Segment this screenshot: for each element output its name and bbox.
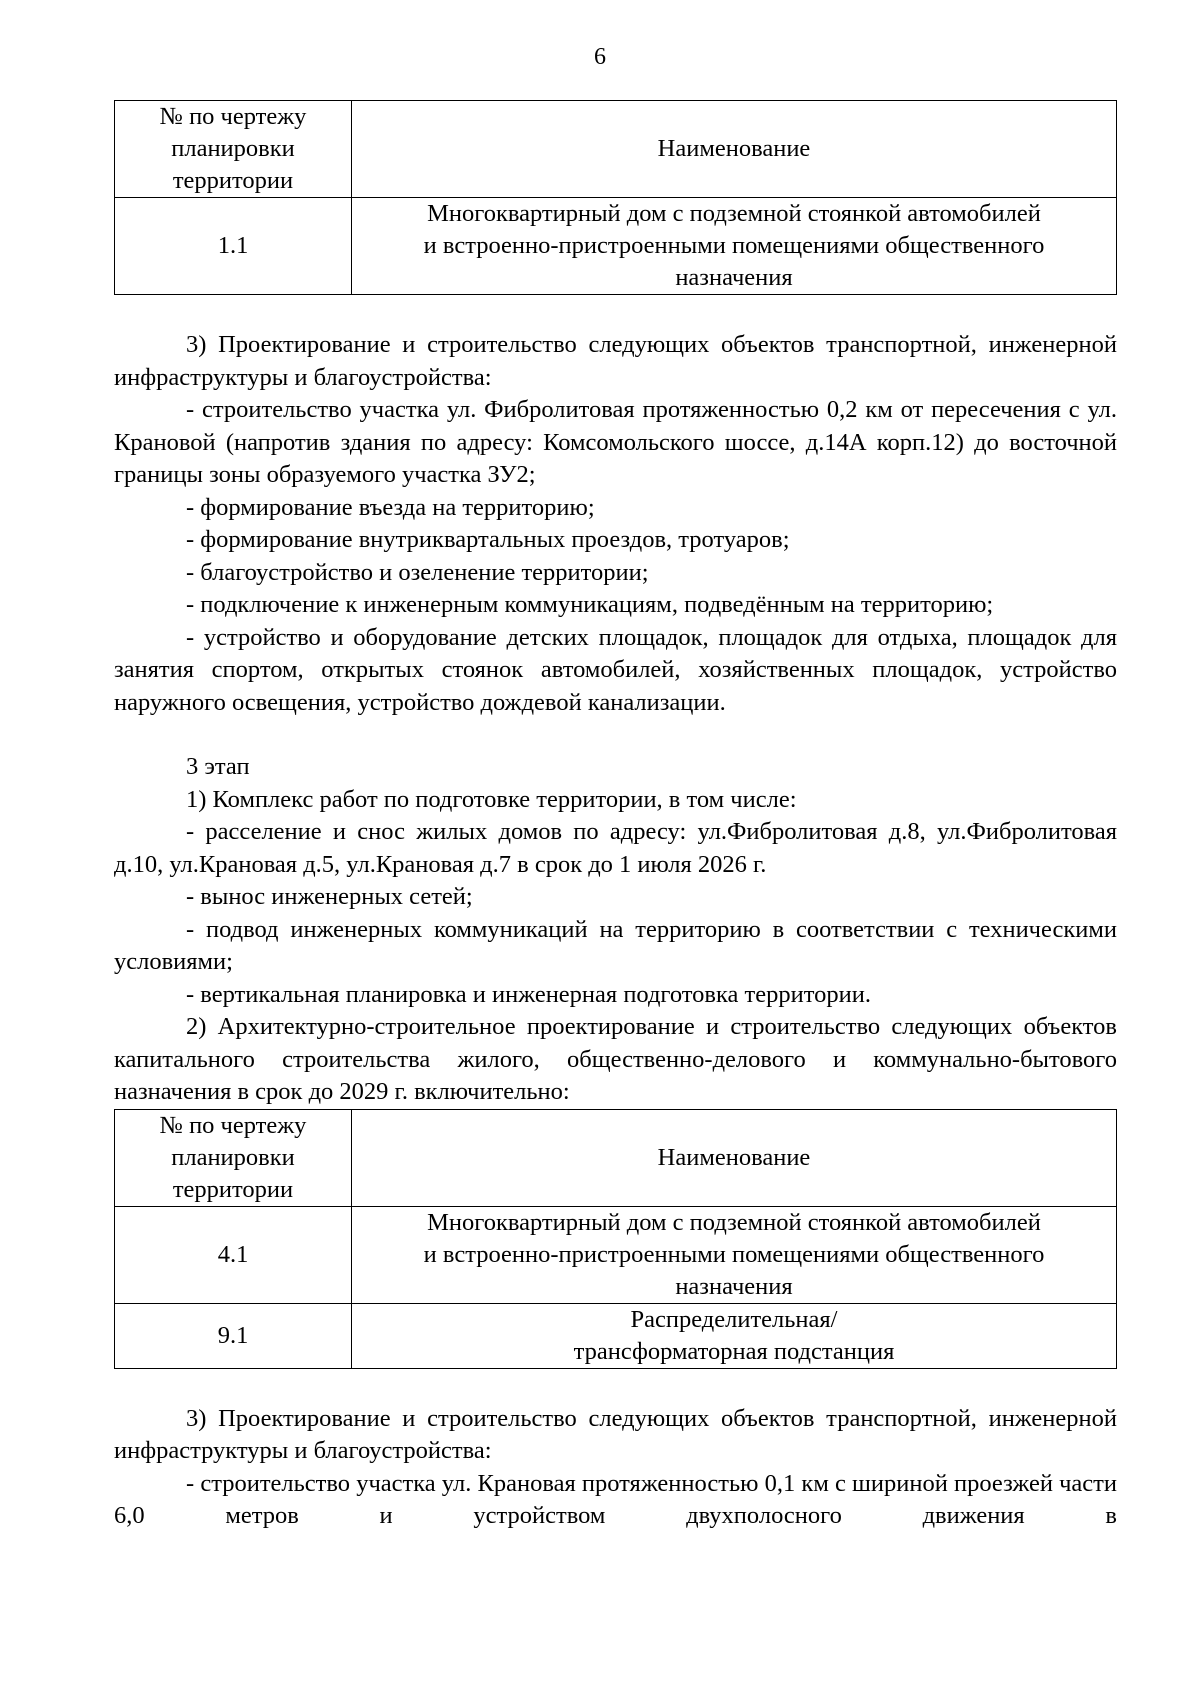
header-line: № по чертежу (159, 1111, 307, 1139)
paragraph: - формирование въезда на территорию; (186, 493, 595, 521)
row-number: 1.1 (115, 198, 352, 295)
page-content (114, 100, 1117, 1533)
table-row (115, 1206, 1117, 1303)
paragraph: 2) Архитектурно-строительное проектирование и строительство следующих объектов капитального строительства жилого, общественно-делового и коммунально-бытового назначения в срок до 2029 г. включительно: (114, 1013, 1117, 1105)
paragraph: - вертикальная планировка и инженерная подготовка территории. (186, 980, 871, 1008)
header-line: планировки (171, 135, 295, 162)
paragraph: - подключение к инженерным коммуникациям, подведённым на территорию; (186, 591, 994, 618)
stage-heading: 3 этап (186, 753, 250, 780)
paragraph: 3) Проектирование и строительство следующих объектов транспортной, инженерной инфраструктуры и благоустройства: (114, 1404, 1117, 1464)
row-name-line: назначения (675, 1272, 793, 1300)
row-name-line: Многоквартирный дом с подземной стоянкой автомобилей (427, 200, 1041, 227)
paragraph: - строительство участка ул. Крановая протяженностью 0,1 км с шириной проезжей части 6,0 метров и устройством двухполосного движения в (114, 1469, 1117, 1529)
header-line: планировки (171, 1143, 295, 1171)
row-name-line: назначения (675, 264, 793, 291)
page-number: 6 (594, 44, 606, 70)
paragraph: 3) Проектирование и строительство следующих объектов транспортной, инженерной инфраструктуры и благоустройства: (114, 331, 1117, 391)
paragraph: - благоустройство и озеленение территории; (186, 558, 649, 586)
row-name (352, 1303, 1117, 1368)
row-number: 4.1 (115, 1206, 352, 1303)
row-number: 9.1 (115, 1303, 352, 1368)
header-drawing-number (115, 101, 352, 198)
objects-table-1 (114, 100, 1117, 295)
paragraph: - устройство и оборудование детских площадок, площадок для отдыха, площадок для занятия спортом, открытых стоянок автомобилей, хозяйственных площадок, устройство наружного освещения, устройство дождевой канализации. (114, 623, 1117, 716)
row-name-line: Распределительная/ (630, 1305, 838, 1333)
table-header-row (115, 101, 1117, 198)
row-name-line: трансформаторная подстанция (573, 1337, 895, 1365)
table-row (115, 198, 1117, 295)
header-line: территории (172, 167, 294, 194)
paragraph: - подвод инженерных коммуникаций на территорию в соответствии с техническими условиями; (114, 915, 1117, 975)
objects-table-2 (114, 1109, 1117, 1369)
row-name-line: и встроенно-пристроенными помещениями общественного (423, 1240, 1045, 1268)
section-stage3 (114, 751, 1117, 1109)
section-infrastructure-stage3 (114, 1403, 1117, 1533)
paragraph: - формирование внутриквартальных проездов, тротуаров; (186, 526, 790, 553)
row-name-line: и встроенно-пристроенными помещениями общественного (423, 232, 1045, 259)
table-header-row (115, 1109, 1117, 1206)
paragraph: - вынос инженерных сетей; (186, 883, 473, 910)
header-drawing-number (115, 1109, 352, 1206)
paragraph: - строительство участка ул. Фибролитовая протяженностью 0,2 км от пересечения с ул. Крановой (напротив здания по адресу: Комсомольского шоссе, д.14А корп.12) до восточной границы зоны образуемого участка ЗУ2; (114, 396, 1117, 488)
paragraph: 1) Комплекс работ по подготовке территории, в том числе: (186, 785, 797, 813)
row-name-line: Многоквартирный дом с подземной стоянкой автомобилей (427, 1208, 1041, 1236)
table-row (115, 1303, 1117, 1368)
header-name: Наименование (352, 101, 1117, 198)
row-name (352, 198, 1117, 295)
row-name (352, 1206, 1117, 1303)
paragraph: - расселение и снос жилых домов по адресу: ул.Фибролитовая д.8, ул.Фибролитовая д.10, ул.Крановая д.5, ул.Крановая д.7 в срок до 1 июля 2026 г. (114, 818, 1117, 878)
header-line: территории (172, 1175, 294, 1203)
section-infrastructure-stage2 (114, 329, 1117, 719)
header-line: № по чертежу (159, 103, 307, 130)
header-name: Наименование (352, 1109, 1117, 1206)
